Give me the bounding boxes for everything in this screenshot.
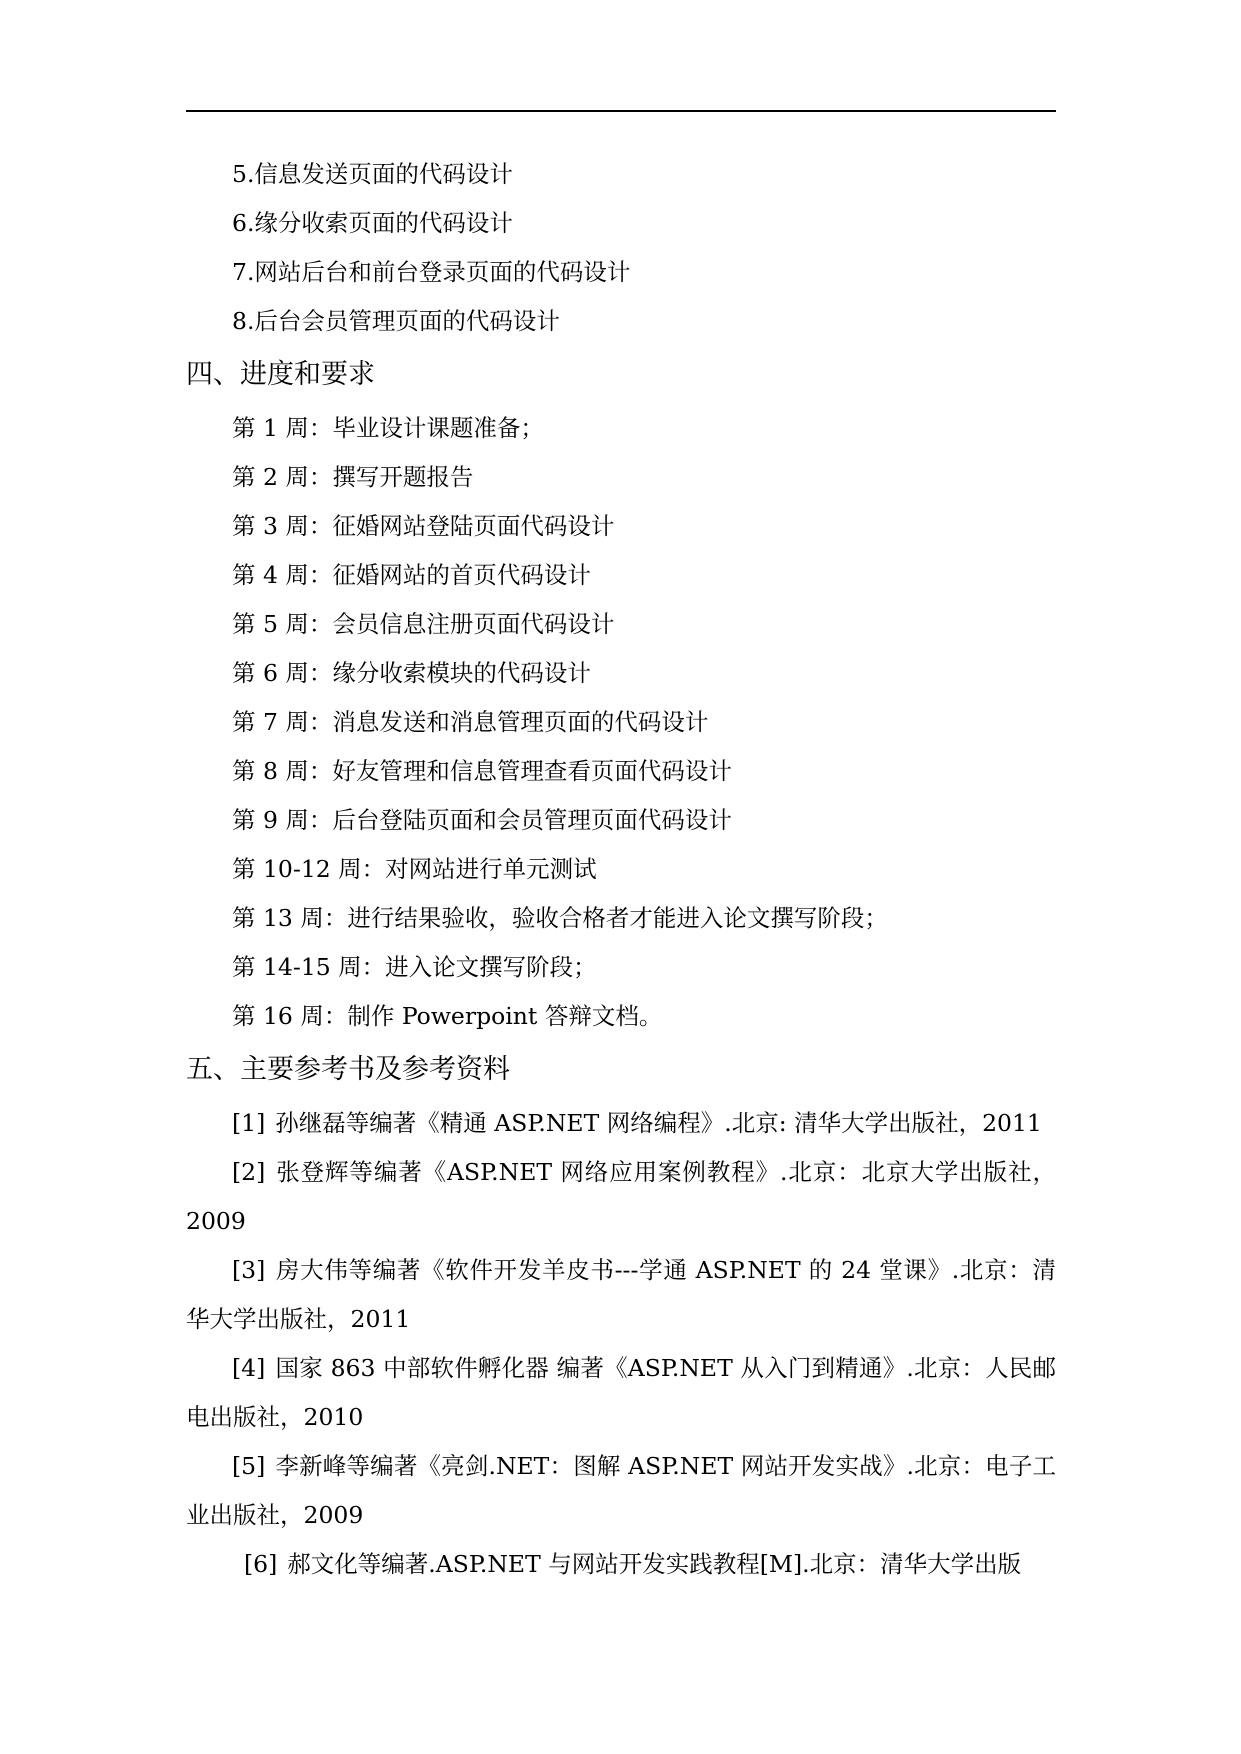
section-heading-references: 五、主要参考书及参考资料 [186, 1054, 510, 1085]
reference-item [186, 1148, 1056, 1246]
code-item: 7.网站后台和前台登录页面的代码设计 [232, 258, 631, 286]
reference-number: [6] [244, 1550, 278, 1578]
reference-number: [4] [232, 1354, 266, 1382]
section-heading-schedule: 四、进度和要求 [186, 359, 375, 390]
schedule-item: 第 7 周：消息发送和消息管理页面的代码设计 [232, 708, 709, 736]
reference-item [186, 1099, 1056, 1148]
reference-text: 李新峰等编著《亮剑.NET：图解 ASP.NET 网站开发实战》.北京：电子工业出版社，2009 [186, 1452, 1056, 1529]
document-body [186, 150, 1056, 1589]
reference-text: 孙继磊等编著《精通 ASP.NET 网络编程》.北京: 清华大学出版社，2011 [275, 1109, 1042, 1137]
reference-item [186, 1442, 1056, 1540]
reference-item [186, 1246, 1056, 1344]
schedule-item: 第 10-12 周：对网站进行单元测试 [232, 855, 597, 883]
schedule-item: 第 8 周：好友管理和信息管理查看页面代码设计 [232, 757, 732, 785]
reference-text: 房大伟等编著《软件开发羊皮书---学通 ASP.NET 的 24 堂课》.北京：清华大学出版社，2011 [186, 1256, 1056, 1333]
header-rule [186, 110, 1056, 112]
schedule-item: 第 14-15 周：进入论文撰写阶段； [232, 953, 597, 981]
schedule-item: 第 4 周：征婚网站的首页代码设计 [232, 561, 591, 589]
reference-number: [2] [232, 1158, 266, 1186]
schedule-item: 第 2 周：撰写开题报告 [232, 463, 474, 491]
schedule-item: 第 9 周：后台登陆页面和会员管理页面代码设计 [232, 806, 732, 834]
schedule-item: 第 5 周：会员信息注册页面代码设计 [232, 610, 615, 638]
reference-text: 郝文化等编著.ASP.NET 与网站开发实践教程[M].北京：清华大学出版 [287, 1550, 1022, 1578]
code-item: 8.后台会员管理页面的代码设计 [232, 307, 560, 335]
reference-number: [5] [232, 1452, 266, 1480]
reference-item [186, 1540, 1056, 1589]
reference-text: 国家 863 中部软件孵化器 编著《ASP.NET 从入门到精通》.北京：人民邮电出版社，2010 [186, 1354, 1056, 1431]
reference-item [186, 1344, 1056, 1442]
code-item: 6.缘分收索页面的代码设计 [232, 209, 513, 237]
reference-number: [1] [232, 1109, 266, 1137]
reference-number: [3] [232, 1256, 266, 1284]
reference-text: 张登辉等编著《ASP.NET 网络应用案例教程》.北京：北京大学出版社，2009 [186, 1158, 1056, 1235]
schedule-item: 第 3 周：征婚网站登陆页面代码设计 [232, 512, 615, 540]
schedule-item: 第 1 周：毕业设计课题准备； [232, 414, 544, 442]
code-item: 5.信息发送页面的代码设计 [232, 160, 513, 188]
schedule-item: 第 13 周：进行结果验收，验收合格者才能进入论文撰写阶段； [232, 904, 888, 932]
schedule-item: 第 16 周：制作 Powerpoint 答辩文档。 [232, 1002, 663, 1030]
schedule-item: 第 6 周：缘分收索模块的代码设计 [232, 659, 591, 687]
